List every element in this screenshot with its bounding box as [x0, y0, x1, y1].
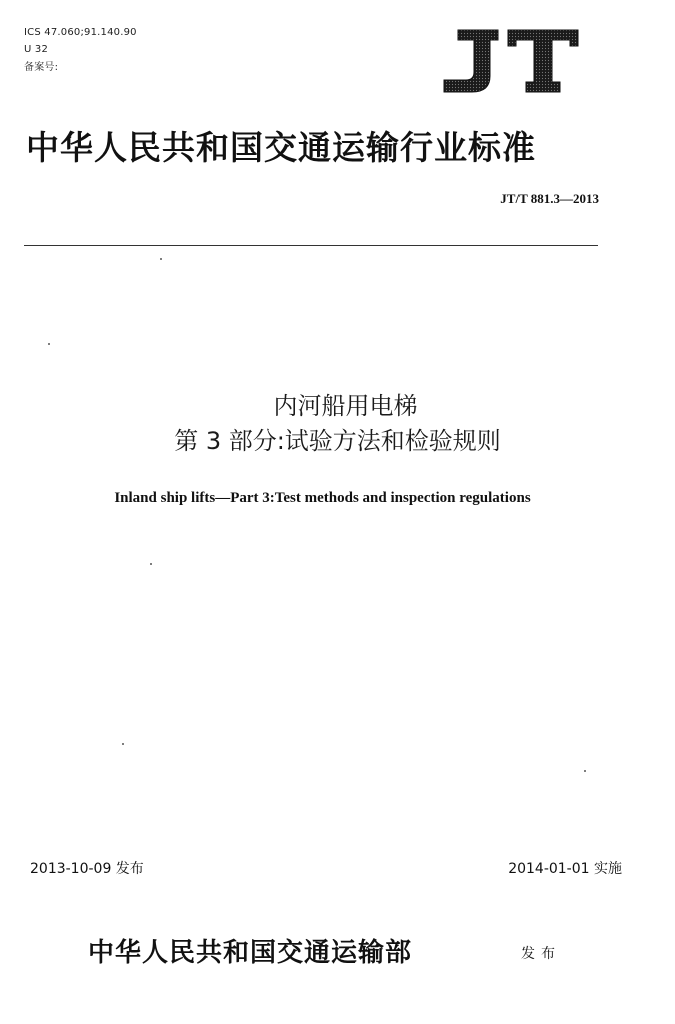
scan-speck: [160, 258, 162, 260]
standard-category-title: 中华人民共和国交通运输行业标准: [26, 128, 536, 167]
title-cn-line2: 第 3 部分:试验方法和检验规则: [174, 427, 501, 455]
scan-speck: [584, 770, 586, 772]
standard-code: JT/T 881.3—2013: [500, 191, 599, 206]
title-en: Inland ship lifts—Part 3:Test methods and inspection regulations: [114, 490, 531, 506]
scan-speck: [150, 563, 152, 565]
jt-logo: [436, 26, 586, 96]
scan-speck: [48, 343, 50, 345]
issue-date: 2013-10-09 发布: [30, 861, 144, 877]
scan-speck: [122, 743, 124, 745]
publish-label: 发布: [521, 946, 561, 962]
header-divider: [24, 245, 598, 246]
jt-logo-graphic: [436, 26, 586, 96]
filing-number-label: 备案号:: [24, 62, 59, 73]
ics-code: ICS 47.060;91.140.90: [24, 27, 137, 38]
publisher-name: 中华人民共和国交通运输部: [88, 938, 413, 968]
implementation-date: 2014-01-01 实施: [508, 861, 622, 877]
title-cn-line1: 内河船用电梯: [273, 392, 418, 420]
ccs-code: U 32: [24, 44, 49, 55]
